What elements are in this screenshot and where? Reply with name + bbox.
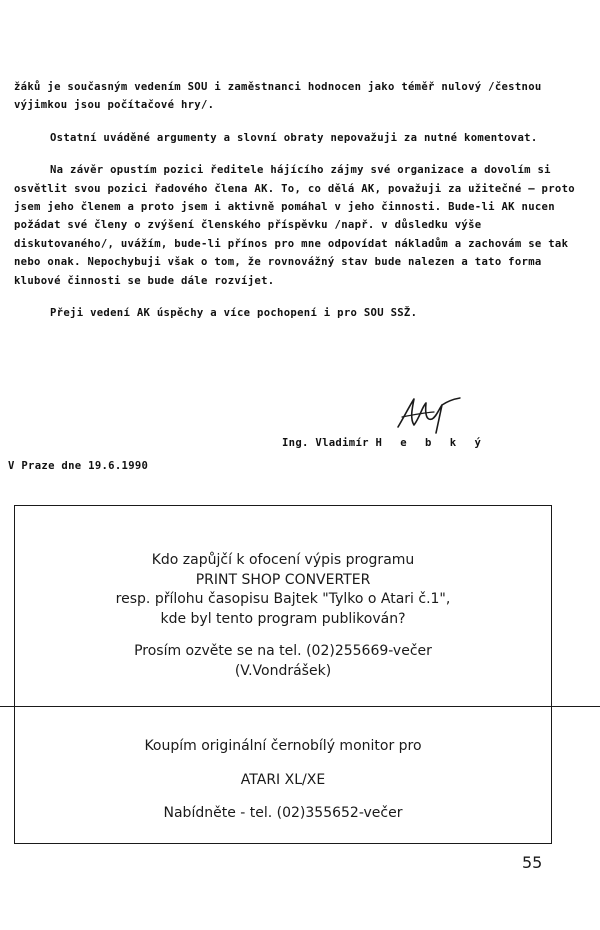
ad-line: PRINT SHOP CONVERTER [195,571,371,588]
page-number: 55 [522,853,543,872]
letter-date: V Praze dne 19.6.1990 [8,460,149,472]
ad-contact-line: Prosím ozvěte se na tel. (02)255669-večer [134,643,432,659]
letter-body [14,78,579,322]
signature-block [280,395,580,455]
ad-contact-line: (V.Vondrášek) [234,662,332,679]
ad-line: kde byl tento program publikován? [160,610,406,627]
ad-line: ATARI XL/XE [240,771,326,788]
signer-surname: H e b k ý [375,437,487,449]
advertisement-divider [0,706,600,707]
letter-paragraph: Na závěr opustím pozici ředitele hájícího zájmy své organizace a dovolím si osvětlit svou pozici řadového člena AK. To, co dělá AK, považuji za užitečné – proto jsem jeho členem a proto jsem i aktivně pomáhal v jeho činnosti. Bude-li AK nucen požádat své členy o zvýšení členského příspěvku /např. v důsledku výše diskutovaného/, uvážím, bude-li přínos pro mne odpovídat nákladům a zachovám se tak nebo onak. Nepochybuji však o tom, že rovnovážný stav bude nalezen a tato forma klubové činnosti se bude dále rozvíjet. [14,164,575,287]
letter-paragraph: žáků je současným vedením SOU i zaměstnanci hodnocen jako téměř nulový /čestnou výjimkou jsou počítačové hry/. [14,81,542,112]
handwritten-signature [392,395,472,435]
signer-title: Ing. Vladimír [282,437,369,449]
ad-contact-line: Nabídněte - tel. (02)355652-večer [163,805,403,821]
signer-name [282,437,487,449]
ad-line: Kdo zapůjčí k ofocení výpis programu [151,552,415,568]
ad-line: Koupím originální černobílý monitor pro [144,738,422,754]
wanted-ad [14,551,552,681]
letter-paragraph: Přeji vedení AK úspěchy a více pochopení i pro SOU SSŽ. [50,307,418,320]
ad-line: resp. přílohu časopisu Bajtek "Tylko o Atari č.1", [115,591,451,607]
buying-ad [14,737,552,824]
letter-paragraph: Ostatní uváděné argumenty a slovní obraty nepovažuji za nutné komentovat. [50,131,538,144]
